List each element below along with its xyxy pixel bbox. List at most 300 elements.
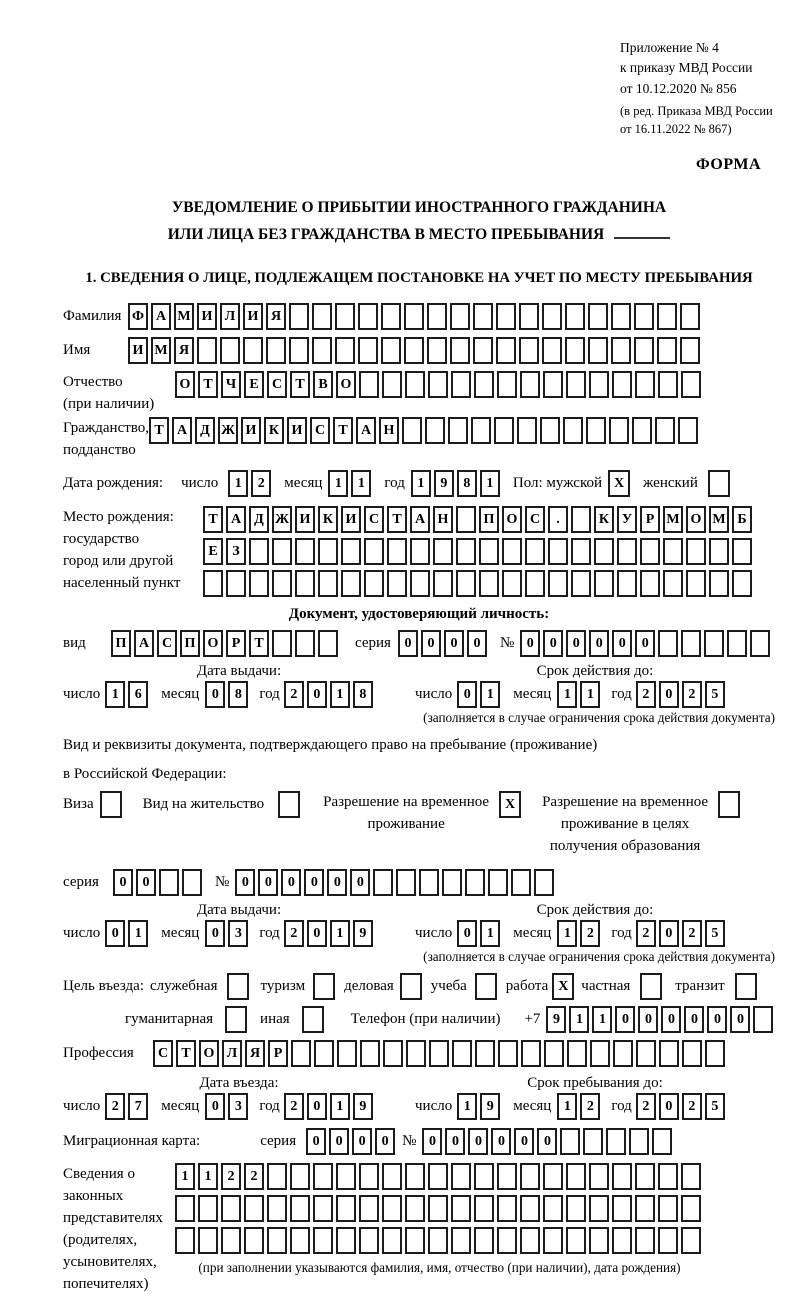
char-cell[interactable] bbox=[534, 869, 554, 896]
char-cell[interactable]: 0 bbox=[468, 1128, 488, 1155]
char-cell[interactable] bbox=[735, 973, 757, 1000]
char-cell[interactable]: 0 bbox=[543, 630, 563, 657]
char-cell[interactable]: П bbox=[180, 630, 200, 657]
char-cell[interactable] bbox=[272, 570, 292, 597]
char-cell[interactable]: К bbox=[264, 417, 284, 444]
char-cell[interactable] bbox=[313, 1227, 333, 1254]
char-cell[interactable]: 2 bbox=[251, 470, 271, 497]
char-cell[interactable] bbox=[221, 1195, 241, 1222]
char-cell[interactable]: Т bbox=[176, 1040, 196, 1067]
char-cell[interactable]: 1 bbox=[175, 1163, 195, 1190]
char-cell[interactable]: А bbox=[226, 506, 246, 533]
char-cell[interactable] bbox=[732, 538, 752, 565]
char-cell[interactable]: И bbox=[287, 417, 307, 444]
char-cell[interactable] bbox=[617, 570, 637, 597]
char-cell[interactable] bbox=[203, 570, 223, 597]
char-cell[interactable] bbox=[502, 538, 522, 565]
char-cell[interactable] bbox=[681, 630, 701, 657]
char-cell[interactable]: 1 bbox=[198, 1163, 218, 1190]
char-cell[interactable] bbox=[428, 1227, 448, 1254]
char-cell[interactable] bbox=[681, 1163, 701, 1190]
char-cell[interactable]: Я bbox=[245, 1040, 265, 1067]
char-cell[interactable] bbox=[249, 570, 269, 597]
char-cell[interactable]: 0 bbox=[730, 1006, 750, 1033]
char-cell[interactable] bbox=[609, 417, 629, 444]
char-cell[interactable] bbox=[502, 570, 522, 597]
char-cell[interactable] bbox=[226, 570, 246, 597]
char-cell[interactable]: 0 bbox=[352, 1128, 372, 1155]
char-cell[interactable]: 0 bbox=[537, 1128, 557, 1155]
char-cell[interactable]: Т bbox=[249, 630, 269, 657]
char-cell[interactable] bbox=[708, 470, 730, 497]
char-cell[interactable]: 0 bbox=[205, 681, 225, 708]
char-cell[interactable] bbox=[359, 1195, 379, 1222]
char-cell[interactable]: И bbox=[341, 506, 361, 533]
char-cell[interactable] bbox=[658, 1227, 678, 1254]
char-cell[interactable]: 0 bbox=[422, 1128, 442, 1155]
char-cell[interactable]: Ж bbox=[218, 417, 238, 444]
char-cell[interactable] bbox=[589, 1195, 609, 1222]
char-cell[interactable]: 1 bbox=[557, 1093, 577, 1120]
char-cell[interactable] bbox=[359, 1163, 379, 1190]
char-cell[interactable] bbox=[451, 1227, 471, 1254]
char-cell[interactable] bbox=[589, 1163, 609, 1190]
char-cell[interactable] bbox=[382, 1227, 402, 1254]
char-cell[interactable]: 3 bbox=[228, 1093, 248, 1120]
char-cell[interactable]: Н bbox=[379, 417, 399, 444]
char-cell[interactable]: З bbox=[226, 538, 246, 565]
char-cell[interactable] bbox=[314, 1040, 334, 1067]
char-cell[interactable]: Ч bbox=[221, 371, 241, 398]
char-cell[interactable] bbox=[382, 371, 402, 398]
char-cell[interactable] bbox=[488, 869, 508, 896]
char-cell[interactable] bbox=[456, 538, 476, 565]
char-cell[interactable] bbox=[496, 337, 516, 364]
char-cell[interactable]: 0 bbox=[659, 681, 679, 708]
char-cell[interactable]: 0 bbox=[307, 920, 327, 947]
char-cell[interactable] bbox=[709, 570, 729, 597]
char-cell[interactable] bbox=[704, 630, 724, 657]
char-cell[interactable] bbox=[471, 417, 491, 444]
char-cell[interactable] bbox=[419, 869, 439, 896]
char-cell[interactable]: Я bbox=[174, 337, 194, 364]
char-cell[interactable]: 0 bbox=[136, 869, 156, 896]
char-cell[interactable]: 0 bbox=[258, 869, 278, 896]
char-cell[interactable] bbox=[635, 1163, 655, 1190]
char-cell[interactable] bbox=[634, 337, 654, 364]
char-cell[interactable]: Н bbox=[433, 506, 453, 533]
char-cell[interactable] bbox=[519, 303, 539, 330]
char-cell[interactable] bbox=[520, 1163, 540, 1190]
char-cell[interactable]: 0 bbox=[467, 630, 487, 657]
char-cell[interactable] bbox=[396, 869, 416, 896]
char-cell[interactable]: 5 bbox=[705, 920, 725, 947]
char-cell[interactable] bbox=[566, 371, 586, 398]
char-cell[interactable] bbox=[543, 1163, 563, 1190]
char-cell[interactable]: 0 bbox=[566, 630, 586, 657]
char-cell[interactable] bbox=[612, 1163, 632, 1190]
char-cell[interactable]: 9 bbox=[546, 1006, 566, 1033]
char-cell[interactable] bbox=[318, 630, 338, 657]
char-cell[interactable] bbox=[520, 1195, 540, 1222]
char-cell[interactable]: 8 bbox=[353, 681, 373, 708]
char-cell[interactable] bbox=[465, 869, 485, 896]
char-cell[interactable]: 0 bbox=[659, 1093, 679, 1120]
char-cell[interactable] bbox=[291, 1040, 311, 1067]
char-cell[interactable]: 2 bbox=[636, 681, 656, 708]
char-cell[interactable] bbox=[583, 1128, 603, 1155]
char-cell[interactable]: 0 bbox=[205, 920, 225, 947]
char-cell[interactable] bbox=[337, 1040, 357, 1067]
char-cell[interactable]: 0 bbox=[661, 1006, 681, 1033]
char-cell[interactable] bbox=[373, 869, 393, 896]
char-cell[interactable] bbox=[267, 1163, 287, 1190]
char-cell[interactable] bbox=[542, 337, 562, 364]
char-cell[interactable] bbox=[175, 1195, 195, 1222]
char-cell[interactable]: Р bbox=[640, 506, 660, 533]
char-cell[interactable]: Ф bbox=[128, 303, 148, 330]
char-cell[interactable]: 0 bbox=[707, 1006, 727, 1033]
char-cell[interactable] bbox=[244, 1227, 264, 1254]
char-cell[interactable] bbox=[652, 1128, 672, 1155]
char-cell[interactable]: 2 bbox=[284, 681, 304, 708]
char-cell[interactable]: О bbox=[336, 371, 356, 398]
char-cell[interactable] bbox=[479, 538, 499, 565]
char-cell[interactable] bbox=[473, 303, 493, 330]
char-cell[interactable] bbox=[565, 337, 585, 364]
char-cell[interactable]: М bbox=[663, 506, 683, 533]
char-cell[interactable]: 0 bbox=[444, 630, 464, 657]
char-cell[interactable]: О bbox=[502, 506, 522, 533]
char-cell[interactable] bbox=[680, 337, 700, 364]
char-cell[interactable] bbox=[427, 303, 447, 330]
char-cell[interactable]: А bbox=[410, 506, 430, 533]
char-cell[interactable]: . bbox=[548, 506, 568, 533]
char-cell[interactable] bbox=[341, 570, 361, 597]
char-cell[interactable] bbox=[612, 1195, 632, 1222]
char-cell[interactable]: А bbox=[172, 417, 192, 444]
char-cell[interactable] bbox=[381, 303, 401, 330]
char-cell[interactable]: 1 bbox=[480, 470, 500, 497]
char-cell[interactable] bbox=[567, 1040, 587, 1067]
char-cell[interactable] bbox=[497, 1227, 517, 1254]
char-cell[interactable] bbox=[589, 1227, 609, 1254]
char-cell[interactable] bbox=[427, 337, 447, 364]
char-cell[interactable] bbox=[290, 1163, 310, 1190]
char-cell[interactable]: 0 bbox=[307, 1093, 327, 1120]
char-cell[interactable] bbox=[302, 1006, 324, 1033]
char-cell[interactable] bbox=[364, 538, 384, 565]
char-cell[interactable]: С bbox=[267, 371, 287, 398]
char-cell[interactable]: Р bbox=[268, 1040, 288, 1067]
char-cell[interactable]: 0 bbox=[205, 1093, 225, 1120]
char-cell[interactable] bbox=[312, 303, 332, 330]
char-cell[interactable]: К bbox=[594, 506, 614, 533]
char-cell[interactable]: И bbox=[295, 506, 315, 533]
char-cell[interactable] bbox=[227, 973, 249, 1000]
char-cell[interactable] bbox=[272, 630, 292, 657]
char-cell[interactable]: 2 bbox=[682, 1093, 702, 1120]
char-cell[interactable] bbox=[520, 371, 540, 398]
char-cell[interactable] bbox=[681, 1195, 701, 1222]
char-cell[interactable]: Ж bbox=[272, 506, 292, 533]
char-cell[interactable]: 2 bbox=[221, 1163, 241, 1190]
char-cell[interactable] bbox=[318, 538, 338, 565]
char-cell[interactable] bbox=[686, 570, 706, 597]
char-cell[interactable] bbox=[382, 1163, 402, 1190]
char-cell[interactable] bbox=[634, 303, 654, 330]
char-cell[interactable] bbox=[635, 1227, 655, 1254]
char-cell[interactable] bbox=[289, 337, 309, 364]
char-cell[interactable] bbox=[295, 630, 315, 657]
char-cell[interactable] bbox=[496, 303, 516, 330]
char-cell[interactable]: Б bbox=[732, 506, 752, 533]
char-cell[interactable] bbox=[450, 303, 470, 330]
char-cell[interactable] bbox=[182, 869, 202, 896]
char-cell[interactable]: 1 bbox=[105, 681, 125, 708]
char-cell[interactable]: 2 bbox=[284, 920, 304, 947]
char-cell[interactable]: 1 bbox=[557, 920, 577, 947]
char-cell[interactable]: Т bbox=[333, 417, 353, 444]
char-cell[interactable] bbox=[474, 1195, 494, 1222]
char-cell[interactable]: 2 bbox=[105, 1093, 125, 1120]
char-cell[interactable] bbox=[428, 371, 448, 398]
char-cell[interactable] bbox=[341, 538, 361, 565]
char-cell[interactable] bbox=[542, 303, 562, 330]
char-cell[interactable]: 2 bbox=[580, 920, 600, 947]
char-cell[interactable] bbox=[402, 417, 422, 444]
char-cell[interactable]: 2 bbox=[636, 920, 656, 947]
char-cell[interactable]: 1 bbox=[228, 470, 248, 497]
char-cell[interactable]: 1 bbox=[330, 1093, 350, 1120]
char-cell[interactable]: 2 bbox=[580, 1093, 600, 1120]
char-cell[interactable] bbox=[635, 1195, 655, 1222]
char-cell[interactable] bbox=[289, 303, 309, 330]
char-cell[interactable]: 0 bbox=[612, 630, 632, 657]
char-cell[interactable]: С bbox=[364, 506, 384, 533]
char-cell[interactable] bbox=[382, 1195, 402, 1222]
char-cell[interactable] bbox=[448, 417, 468, 444]
char-cell[interactable] bbox=[543, 1195, 563, 1222]
char-cell[interactable] bbox=[709, 538, 729, 565]
char-cell[interactable] bbox=[159, 869, 179, 896]
char-cell[interactable]: С bbox=[157, 630, 177, 657]
char-cell[interactable]: 1 bbox=[569, 1006, 589, 1033]
char-cell[interactable]: 0 bbox=[684, 1006, 704, 1033]
char-cell[interactable]: 1 bbox=[480, 920, 500, 947]
char-cell[interactable]: Л bbox=[220, 303, 240, 330]
char-cell[interactable]: 3 bbox=[228, 920, 248, 947]
char-cell[interactable]: О bbox=[203, 630, 223, 657]
char-cell[interactable] bbox=[544, 1040, 564, 1067]
char-cell[interactable]: 6 bbox=[128, 681, 148, 708]
char-cell[interactable]: М bbox=[151, 337, 171, 364]
char-cell[interactable] bbox=[404, 303, 424, 330]
char-cell[interactable] bbox=[359, 371, 379, 398]
char-cell[interactable] bbox=[497, 1163, 517, 1190]
char-cell[interactable]: 2 bbox=[244, 1163, 264, 1190]
char-cell[interactable]: 0 bbox=[457, 920, 477, 947]
char-cell[interactable]: М bbox=[709, 506, 729, 533]
char-cell[interactable] bbox=[336, 1227, 356, 1254]
char-cell[interactable] bbox=[100, 791, 122, 818]
char-cell[interactable] bbox=[566, 1163, 586, 1190]
char-cell[interactable]: 0 bbox=[457, 681, 477, 708]
char-cell[interactable]: Т bbox=[387, 506, 407, 533]
char-cell[interactable] bbox=[450, 337, 470, 364]
char-cell[interactable] bbox=[475, 1040, 495, 1067]
char-cell[interactable]: 9 bbox=[353, 1093, 373, 1120]
char-cell[interactable]: А bbox=[151, 303, 171, 330]
char-cell[interactable]: А bbox=[356, 417, 376, 444]
char-cell[interactable] bbox=[680, 303, 700, 330]
char-cell[interactable]: 2 bbox=[682, 920, 702, 947]
char-cell[interactable] bbox=[266, 337, 286, 364]
char-cell[interactable] bbox=[563, 417, 583, 444]
char-cell[interactable] bbox=[658, 1163, 678, 1190]
char-cell[interactable] bbox=[657, 303, 677, 330]
char-cell[interactable]: 9 bbox=[434, 470, 454, 497]
char-cell[interactable]: 0 bbox=[615, 1006, 635, 1033]
char-cell[interactable] bbox=[543, 371, 563, 398]
char-cell[interactable]: 5 bbox=[705, 1093, 725, 1120]
char-cell[interactable] bbox=[198, 1195, 218, 1222]
char-cell[interactable]: В bbox=[313, 371, 333, 398]
char-cell[interactable] bbox=[571, 538, 591, 565]
char-cell[interactable]: И bbox=[197, 303, 217, 330]
char-cell[interactable]: X bbox=[552, 973, 574, 1000]
char-cell[interactable] bbox=[611, 303, 631, 330]
char-cell[interactable] bbox=[381, 337, 401, 364]
char-cell[interactable] bbox=[629, 1128, 649, 1155]
char-cell[interactable] bbox=[475, 973, 497, 1000]
char-cell[interactable] bbox=[663, 538, 683, 565]
char-cell[interactable] bbox=[428, 1163, 448, 1190]
char-cell[interactable] bbox=[400, 973, 422, 1000]
char-cell[interactable]: Т bbox=[198, 371, 218, 398]
char-cell[interactable] bbox=[243, 337, 263, 364]
char-cell[interactable] bbox=[358, 303, 378, 330]
char-cell[interactable] bbox=[197, 337, 217, 364]
char-cell[interactable]: 0 bbox=[520, 630, 540, 657]
char-cell[interactable]: М bbox=[174, 303, 194, 330]
char-cell[interactable]: 1 bbox=[580, 681, 600, 708]
char-cell[interactable] bbox=[497, 371, 517, 398]
char-cell[interactable] bbox=[198, 1227, 218, 1254]
char-cell[interactable]: 0 bbox=[113, 869, 133, 896]
char-cell[interactable]: 1 bbox=[592, 1006, 612, 1033]
char-cell[interactable] bbox=[428, 1195, 448, 1222]
char-cell[interactable]: 0 bbox=[307, 681, 327, 708]
char-cell[interactable] bbox=[404, 337, 424, 364]
char-cell[interactable] bbox=[290, 1227, 310, 1254]
char-cell[interactable]: 0 bbox=[350, 869, 370, 896]
char-cell[interactable] bbox=[560, 1128, 580, 1155]
char-cell[interactable]: С bbox=[525, 506, 545, 533]
char-cell[interactable] bbox=[267, 1227, 287, 1254]
char-cell[interactable] bbox=[451, 371, 471, 398]
char-cell[interactable] bbox=[658, 371, 678, 398]
char-cell[interactable] bbox=[336, 1195, 356, 1222]
char-cell[interactable]: 0 bbox=[635, 630, 655, 657]
char-cell[interactable]: А bbox=[134, 630, 154, 657]
char-cell[interactable]: 0 bbox=[306, 1128, 326, 1155]
char-cell[interactable]: 1 bbox=[351, 470, 371, 497]
char-cell[interactable] bbox=[474, 1163, 494, 1190]
char-cell[interactable] bbox=[221, 1227, 241, 1254]
char-cell[interactable]: Т bbox=[290, 371, 310, 398]
char-cell[interactable]: 0 bbox=[659, 920, 679, 947]
char-cell[interactable] bbox=[429, 1040, 449, 1067]
char-cell[interactable] bbox=[589, 371, 609, 398]
char-cell[interactable] bbox=[655, 417, 675, 444]
char-cell[interactable]: 1 bbox=[330, 681, 350, 708]
char-cell[interactable] bbox=[175, 1227, 195, 1254]
char-cell[interactable] bbox=[727, 630, 747, 657]
char-cell[interactable] bbox=[335, 303, 355, 330]
char-cell[interactable]: 1 bbox=[328, 470, 348, 497]
char-cell[interactable] bbox=[732, 570, 752, 597]
char-cell[interactable] bbox=[456, 570, 476, 597]
char-cell[interactable] bbox=[295, 570, 315, 597]
char-cell[interactable] bbox=[571, 506, 591, 533]
char-cell[interactable] bbox=[566, 1195, 586, 1222]
char-cell[interactable]: К bbox=[318, 506, 338, 533]
char-cell[interactable]: X bbox=[499, 791, 521, 818]
char-cell[interactable]: Д bbox=[195, 417, 215, 444]
char-cell[interactable] bbox=[511, 869, 531, 896]
char-cell[interactable] bbox=[612, 1227, 632, 1254]
char-cell[interactable] bbox=[335, 337, 355, 364]
char-cell[interactable]: 9 bbox=[353, 920, 373, 947]
char-cell[interactable] bbox=[565, 303, 585, 330]
char-cell[interactable]: 9 bbox=[480, 1093, 500, 1120]
char-cell[interactable] bbox=[364, 570, 384, 597]
char-cell[interactable]: 8 bbox=[228, 681, 248, 708]
char-cell[interactable] bbox=[272, 538, 292, 565]
char-cell[interactable] bbox=[612, 371, 632, 398]
char-cell[interactable]: Е bbox=[203, 538, 223, 565]
char-cell[interactable] bbox=[405, 1195, 425, 1222]
char-cell[interactable] bbox=[681, 371, 701, 398]
char-cell[interactable] bbox=[456, 506, 476, 533]
char-cell[interactable]: 1 bbox=[457, 1093, 477, 1120]
char-cell[interactable] bbox=[548, 570, 568, 597]
char-cell[interactable] bbox=[225, 1006, 247, 1033]
char-cell[interactable] bbox=[405, 1227, 425, 1254]
char-cell[interactable] bbox=[686, 538, 706, 565]
char-cell[interactable]: 0 bbox=[329, 1128, 349, 1155]
char-cell[interactable] bbox=[452, 1040, 472, 1067]
char-cell[interactable] bbox=[220, 337, 240, 364]
char-cell[interactable]: 0 bbox=[398, 630, 418, 657]
char-cell[interactable] bbox=[590, 1040, 610, 1067]
char-cell[interactable]: 1 bbox=[330, 920, 350, 947]
char-cell[interactable] bbox=[387, 570, 407, 597]
char-cell[interactable] bbox=[267, 1195, 287, 1222]
char-cell[interactable] bbox=[278, 791, 300, 818]
char-cell[interactable]: И bbox=[241, 417, 261, 444]
char-cell[interactable] bbox=[663, 570, 683, 597]
char-cell[interactable]: 1 bbox=[128, 920, 148, 947]
char-cell[interactable]: Е bbox=[244, 371, 264, 398]
char-cell[interactable] bbox=[611, 337, 631, 364]
char-cell[interactable]: П bbox=[479, 506, 499, 533]
char-cell[interactable] bbox=[473, 337, 493, 364]
char-cell[interactable]: 0 bbox=[304, 869, 324, 896]
char-cell[interactable]: 0 bbox=[105, 920, 125, 947]
char-cell[interactable] bbox=[360, 1040, 380, 1067]
